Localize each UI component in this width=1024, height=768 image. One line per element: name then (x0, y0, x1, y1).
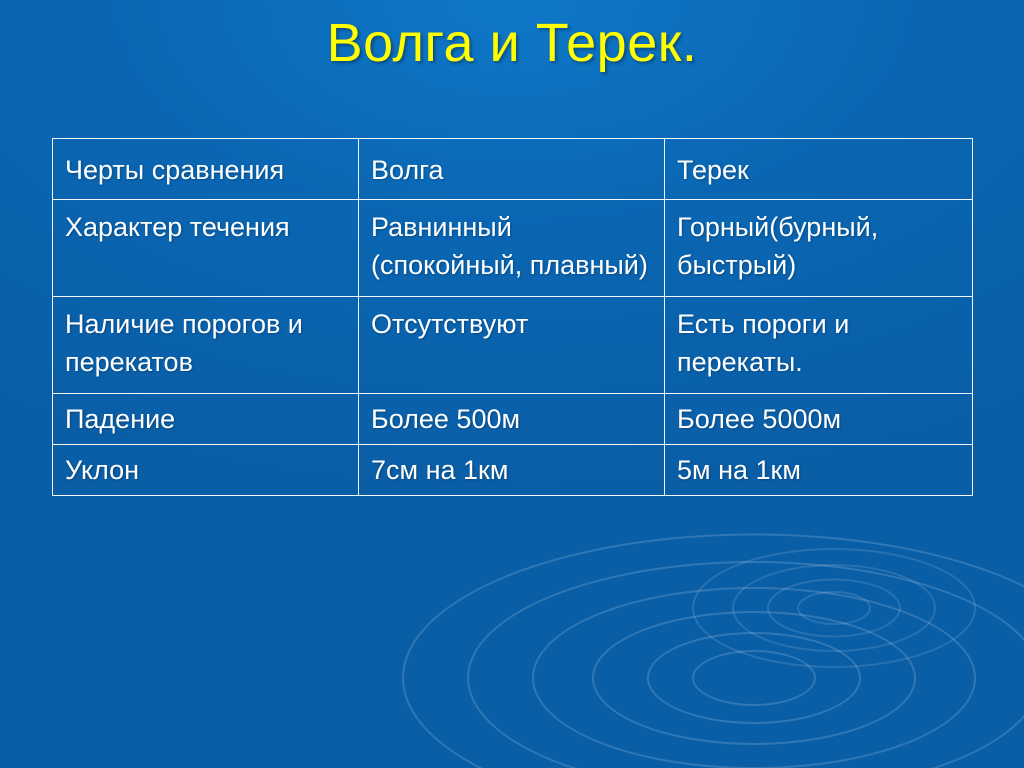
ripple-ring (402, 534, 1024, 768)
cell-feature: Наличие порогов и перекатов (53, 297, 359, 394)
comparison-table-container (52, 138, 972, 496)
cell-feature: Уклон (53, 445, 359, 496)
cell-terek: 5м на 1км (665, 445, 973, 496)
cell-volga: Более 500м (359, 394, 665, 445)
ripple-ring (467, 561, 1024, 768)
ripple-ring (767, 579, 901, 638)
table-row (53, 394, 973, 445)
ripple-ring (692, 548, 976, 668)
cell-volga: 7см на 1км (359, 445, 665, 496)
column-header-feature: Черты сравнения (53, 139, 359, 200)
table-row (53, 445, 973, 496)
table-row (53, 297, 973, 394)
ripple-ring (732, 564, 936, 652)
cell-terek: Есть пороги и перекаты. (665, 297, 973, 394)
ripple-ring (797, 591, 871, 625)
column-header-terek: Терек (665, 139, 973, 200)
ripple-ring (592, 611, 916, 745)
column-header-volga: Волга (359, 139, 665, 200)
water-ripple-decoration (444, 468, 1024, 768)
cell-terek: Более 5000м (665, 394, 973, 445)
page-title: Волга и Терек. (326, 13, 698, 73)
cell-volga: Отсутствуют (359, 297, 665, 394)
table-header-row (53, 139, 973, 200)
ripple-ring (692, 650, 816, 706)
comparison-table (52, 138, 973, 496)
table-row (53, 200, 973, 297)
water-ripple-decoration-small (664, 488, 1004, 728)
cell-feature: Падение (53, 394, 359, 445)
cell-feature: Характер течения (53, 200, 359, 297)
cell-terek: Горный(бурный, быстрый) (665, 200, 973, 297)
ripple-ring (532, 587, 976, 768)
cell-volga: Равнинный (спокойный, плавный) (359, 200, 665, 297)
ripple-ring (647, 632, 861, 724)
